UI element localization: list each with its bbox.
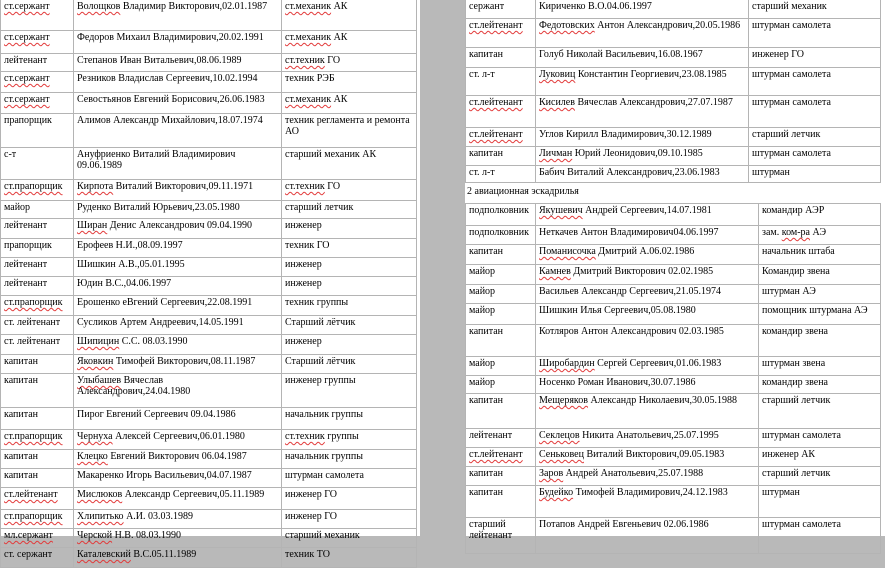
name-cell: Личман Юрий Леонидович,09.10.1985 bbox=[536, 147, 749, 166]
rank-cell: капитан bbox=[1, 355, 74, 374]
rank-cell: майор bbox=[466, 304, 536, 325]
table-row bbox=[466, 486, 881, 518]
table-row bbox=[466, 304, 881, 325]
table-row bbox=[1, 239, 417, 258]
table-row bbox=[1, 0, 417, 31]
rank-cell: майор bbox=[466, 357, 536, 376]
right-document-page bbox=[465, 0, 885, 541]
name-cell: Ширан Денис Александрович 09.04.1990 bbox=[74, 219, 282, 239]
rank-cell: капитан bbox=[466, 486, 536, 518]
rank-cell: капитан bbox=[1, 469, 74, 488]
position-cell: старший летчик bbox=[282, 201, 417, 219]
table-row bbox=[1, 529, 417, 548]
name-cell: Неткачев Антон Владимирович04.06.1997 bbox=[536, 226, 759, 245]
rank-cell: капитан bbox=[466, 48, 536, 68]
position-cell: штурман самолета bbox=[749, 147, 881, 166]
table-row bbox=[1, 469, 417, 488]
position-cell: штурман самолета bbox=[759, 518, 881, 554]
position-cell: инженер bbox=[282, 258, 417, 277]
position-cell: старший летчик bbox=[759, 394, 881, 429]
name-cell: Мещеряков Александр Николаевич,30.05.1988 bbox=[536, 394, 759, 429]
rank-cell: капитан bbox=[466, 147, 536, 166]
table-row bbox=[466, 429, 881, 448]
position-cell: начальник штаба bbox=[759, 245, 881, 265]
name-cell: Хлипитько А.И. 03.03.1989 bbox=[74, 510, 282, 529]
name-cell: Федоров Михаил Владимирович,20.02.1991 bbox=[74, 31, 282, 54]
left-document-page bbox=[0, 0, 420, 560]
rank-cell: ст. лейтенант bbox=[1, 316, 74, 335]
name-cell: Шипицин С.С. 08.03.1990 bbox=[74, 335, 282, 355]
rank-cell: подполковник bbox=[466, 226, 536, 245]
table-row bbox=[1, 296, 417, 316]
rank-cell: ст.сержант bbox=[1, 72, 74, 93]
rank-cell: ст. лейтенант bbox=[1, 335, 74, 355]
name-cell: Якушевич Андрей Сергеевич,14.07.1981 bbox=[536, 204, 759, 226]
position-cell: штурман самолета bbox=[749, 96, 881, 128]
rank-cell: сержант bbox=[466, 0, 536, 19]
name-cell: Юдин В.С.,04.06.1997 bbox=[74, 277, 282, 296]
table-row bbox=[466, 376, 881, 394]
table-row bbox=[1, 355, 417, 374]
name-cell: Углов Кирилл Владимирович,30.12.1989 bbox=[536, 128, 749, 147]
rank-cell: ст.прапорщик bbox=[1, 510, 74, 529]
name-cell: Руденко Виталий Юрьевич,23.05.1980 bbox=[74, 201, 282, 219]
rank-cell: с-т bbox=[1, 148, 74, 180]
table-row bbox=[466, 265, 881, 285]
position-cell: инженер ГО bbox=[282, 510, 417, 529]
table-row bbox=[466, 518, 881, 554]
table-row bbox=[466, 48, 881, 68]
rank-cell: майор bbox=[466, 376, 536, 394]
position-cell: ст.механик АК bbox=[282, 0, 417, 31]
rank-cell: мл.сержант bbox=[1, 529, 74, 548]
name-cell: Носенко Роман Иванович,30.07.1986 bbox=[536, 376, 759, 394]
rank-cell: старший лейтенант bbox=[466, 518, 536, 554]
section-caption: 2 авиационная эскадрилья bbox=[467, 186, 579, 197]
name-cell: Мислюков Александр Сергеевич,05.11.1989 bbox=[74, 488, 282, 510]
position-cell: помощник штурмана АЭ bbox=[759, 304, 881, 325]
position-cell: зам. ком-ра АЭ bbox=[759, 226, 881, 245]
table-row bbox=[1, 54, 417, 72]
name-cell: Заров Андрей Анатольевич,25.07.1988 bbox=[536, 467, 759, 486]
table-row bbox=[1, 335, 417, 355]
name-cell: Потапов Андрей Евгеньевич 02.06.1986 bbox=[536, 518, 759, 554]
table-row bbox=[1, 374, 417, 408]
table-row bbox=[466, 226, 881, 245]
table-row bbox=[466, 0, 881, 19]
position-cell: инженер АК bbox=[759, 448, 881, 467]
rank-cell: капитан bbox=[466, 467, 536, 486]
name-cell: Клецко Евгений Викторович 06.04.1987 bbox=[74, 450, 282, 469]
rank-cell: майор bbox=[1, 201, 74, 219]
rank-cell: ст.сержант bbox=[1, 93, 74, 114]
position-cell: начальник группы bbox=[282, 408, 417, 430]
table-row bbox=[466, 357, 881, 376]
position-cell: техник ГО bbox=[282, 239, 417, 258]
position-cell: старший механик bbox=[749, 0, 881, 19]
table-row bbox=[1, 148, 417, 180]
name-cell: Яковкин Тимофей Викторович,08.11.1987 bbox=[74, 355, 282, 374]
name-cell: Будейко Тимофей Владимирович,24.12.1983 bbox=[536, 486, 759, 518]
rank-cell: капитан bbox=[466, 394, 536, 429]
table-row bbox=[1, 31, 417, 54]
position-cell: старший механик АК bbox=[282, 148, 417, 180]
table-row bbox=[466, 147, 881, 166]
name-cell: Ануфриенко Виталий Владимирович 09.06.1989 bbox=[74, 148, 282, 180]
rank-cell: капитан bbox=[466, 245, 536, 265]
name-cell: Кисилев Вячеслав Александрович,27.07.1987 bbox=[536, 96, 749, 128]
rank-cell: лейтенант bbox=[1, 258, 74, 277]
table-row bbox=[466, 19, 881, 48]
position-cell: инженер bbox=[282, 335, 417, 355]
rank-cell: капитан bbox=[466, 325, 536, 357]
name-cell: Широбардин Сергей Сергеевич,01.06.1983 bbox=[536, 357, 759, 376]
position-cell: штурман самолета bbox=[282, 469, 417, 488]
table-row bbox=[466, 68, 881, 96]
table-row bbox=[466, 204, 881, 226]
table-row bbox=[466, 166, 881, 183]
position-cell: ст.техник ГО bbox=[282, 54, 417, 72]
table-row bbox=[1, 408, 417, 430]
rank-cell: ст.прапорщик bbox=[1, 430, 74, 450]
position-cell: техник группы bbox=[282, 296, 417, 316]
rank-cell: майор bbox=[466, 285, 536, 304]
table-row bbox=[1, 548, 417, 568]
position-cell: Старший лётчик bbox=[282, 355, 417, 374]
rank-cell: ст. л-т bbox=[466, 68, 536, 96]
position-cell: Командир звена bbox=[759, 265, 881, 285]
name-cell: Котляров Антон Александрович 02.03.1985 bbox=[536, 325, 759, 357]
name-cell: Ерофеев Н.И.,08.09.1997 bbox=[74, 239, 282, 258]
position-cell: техник ТО bbox=[282, 548, 417, 568]
name-cell: Камнев Дмитрий Викторович 02.02.1985 bbox=[536, 265, 759, 285]
rank-cell: ст.лейтенант bbox=[466, 128, 536, 147]
name-cell: Алимов Александр Михайлович,18.07.1974 bbox=[74, 114, 282, 148]
name-cell: Шишкин А.В.,05.01.1995 bbox=[74, 258, 282, 277]
rank-cell: прапорщик bbox=[1, 114, 74, 148]
rank-cell: майор bbox=[466, 265, 536, 285]
table-row bbox=[1, 277, 417, 296]
table-row bbox=[466, 285, 881, 304]
position-cell: начальник группы bbox=[282, 450, 417, 469]
rank-cell: ст.прапорщик bbox=[1, 180, 74, 201]
rank-cell: ст. л-т bbox=[466, 166, 536, 183]
table-row bbox=[1, 93, 417, 114]
rank-cell: капитан bbox=[1, 450, 74, 469]
position-cell: командир АЭР bbox=[759, 204, 881, 226]
position-cell: командир звена bbox=[759, 325, 881, 357]
rank-cell: лейтенант bbox=[1, 277, 74, 296]
rank-cell: ст. сержант bbox=[1, 548, 74, 568]
name-cell: Федотовских Антон Александрович,20.05.1986 bbox=[536, 19, 749, 48]
rank-cell: ст.прапорщик bbox=[1, 296, 74, 316]
table-row bbox=[1, 488, 417, 510]
name-cell: Васильев Александр Сергеевич,21.05.1974 bbox=[536, 285, 759, 304]
table-row bbox=[1, 258, 417, 277]
table-row bbox=[1, 180, 417, 201]
position-cell: инженер bbox=[282, 277, 417, 296]
name-cell: Бабич Виталий Александрович,23.06.1983 bbox=[536, 166, 749, 183]
name-cell: Кирпота Виталий Викторович,09.11.1971 bbox=[74, 180, 282, 201]
name-cell: Голуб Николай Васильевич,16.08.1967 bbox=[536, 48, 749, 68]
position-cell: штурман bbox=[759, 486, 881, 518]
table-row bbox=[466, 245, 881, 265]
name-cell: Ерошенко еВгений Сергеевич,22.08.1991 bbox=[74, 296, 282, 316]
rank-cell: ст.лейтенант bbox=[466, 448, 536, 467]
table-row bbox=[466, 128, 881, 147]
position-cell: штурман АЭ bbox=[759, 285, 881, 304]
position-cell: техник РЭБ bbox=[282, 72, 417, 93]
table-row bbox=[1, 201, 417, 219]
name-cell: Секлецов Никита Анатольевич,25.07.1995 bbox=[536, 429, 759, 448]
rank-cell: ст.лейтенант bbox=[1, 488, 74, 510]
table-row bbox=[466, 394, 881, 429]
table-row bbox=[466, 448, 881, 467]
table-row bbox=[1, 219, 417, 239]
rank-cell: капитан bbox=[1, 374, 74, 408]
position-cell: ст.механик АК bbox=[282, 93, 417, 114]
position-cell: командир звена bbox=[759, 376, 881, 394]
name-cell: Черской Н.В. 08.03.1990 bbox=[74, 529, 282, 548]
name-cell: Поманисочка Дмитрий А.06.02.1986 bbox=[536, 245, 759, 265]
name-cell: Сеньковец Виталий Викторович,09.05.1983 bbox=[536, 448, 759, 467]
position-cell: штурман звена bbox=[759, 357, 881, 376]
position-cell: ст.механик АК bbox=[282, 31, 417, 54]
name-cell: Шишкин Илья Сергеевич,05.08.1980 bbox=[536, 304, 759, 325]
rank-cell: ст.сержант bbox=[1, 0, 74, 31]
rank-cell: капитан bbox=[1, 408, 74, 430]
table-row bbox=[1, 72, 417, 93]
table-row bbox=[1, 510, 417, 529]
position-cell: штурман самолета bbox=[749, 19, 881, 48]
name-cell: Сусликов Артем Андреевич,14.05.1991 bbox=[74, 316, 282, 335]
position-cell: ст.техник группы bbox=[282, 430, 417, 450]
rank-cell: ст.сержант bbox=[1, 31, 74, 54]
rank-cell: прапорщик bbox=[1, 239, 74, 258]
position-cell: ст.техник ГО bbox=[282, 180, 417, 201]
table-row bbox=[466, 325, 881, 357]
position-cell: Старший лётчик bbox=[282, 316, 417, 335]
name-cell: Луковиц Константин Георгиевич,23.08.1985 bbox=[536, 68, 749, 96]
position-cell: штурман самолета bbox=[759, 429, 881, 448]
position-cell: инженер ГО bbox=[282, 488, 417, 510]
position-cell: штурман самолета bbox=[749, 68, 881, 96]
table-row bbox=[1, 316, 417, 335]
name-cell: Резников Владислав Сергеевич,10.02.1994 bbox=[74, 72, 282, 93]
position-cell: инженер bbox=[282, 219, 417, 239]
table-row bbox=[1, 450, 417, 469]
rank-cell: ст.лейтенант bbox=[466, 96, 536, 128]
personnel-table-right-bottom bbox=[465, 203, 881, 554]
table-row bbox=[466, 467, 881, 486]
personnel-table-left bbox=[0, 0, 417, 568]
name-cell: Чернуха Алексей Сергеевич,06.01.1980 bbox=[74, 430, 282, 450]
position-cell: старший летчик bbox=[749, 128, 881, 147]
table-row bbox=[466, 96, 881, 128]
position-cell: штурман bbox=[749, 166, 881, 183]
rank-cell: ст.лейтенант bbox=[466, 19, 536, 48]
name-cell: Кириченко В.О.04.06.1997 bbox=[536, 0, 749, 19]
name-cell: Севостьянов Евгений Борисович,26.06.1983 bbox=[74, 93, 282, 114]
name-cell: Пирог Евгений Сергеевич 09.04.1986 bbox=[74, 408, 282, 430]
name-cell: Каталевский В.С.05.11.1989 bbox=[74, 548, 282, 568]
name-cell: Степанов Иван Витальевич,08.06.1989 bbox=[74, 54, 282, 72]
personnel-table-right-top bbox=[465, 0, 881, 183]
position-cell: инженер группы bbox=[282, 374, 417, 408]
name-cell: Макаренко Игорь Васильевич,04.07.1987 bbox=[74, 469, 282, 488]
rank-cell: подполковник bbox=[466, 204, 536, 226]
position-cell: старший летчик bbox=[759, 467, 881, 486]
position-cell: техник регламента и ремонта АО bbox=[282, 114, 417, 148]
table-row bbox=[1, 114, 417, 148]
rank-cell: лейтенант bbox=[1, 219, 74, 239]
position-cell: старший механик bbox=[282, 529, 417, 548]
position-cell: инженер ГО bbox=[749, 48, 881, 68]
name-cell: Улыбашев Вячеслав Александрович,24.04.1980 bbox=[74, 374, 282, 408]
table-row bbox=[1, 430, 417, 450]
rank-cell: лейтенант bbox=[466, 429, 536, 448]
name-cell: Волощков Владимир Викторович,02.01.1987 bbox=[74, 0, 282, 31]
rank-cell: лейтенант bbox=[1, 54, 74, 72]
